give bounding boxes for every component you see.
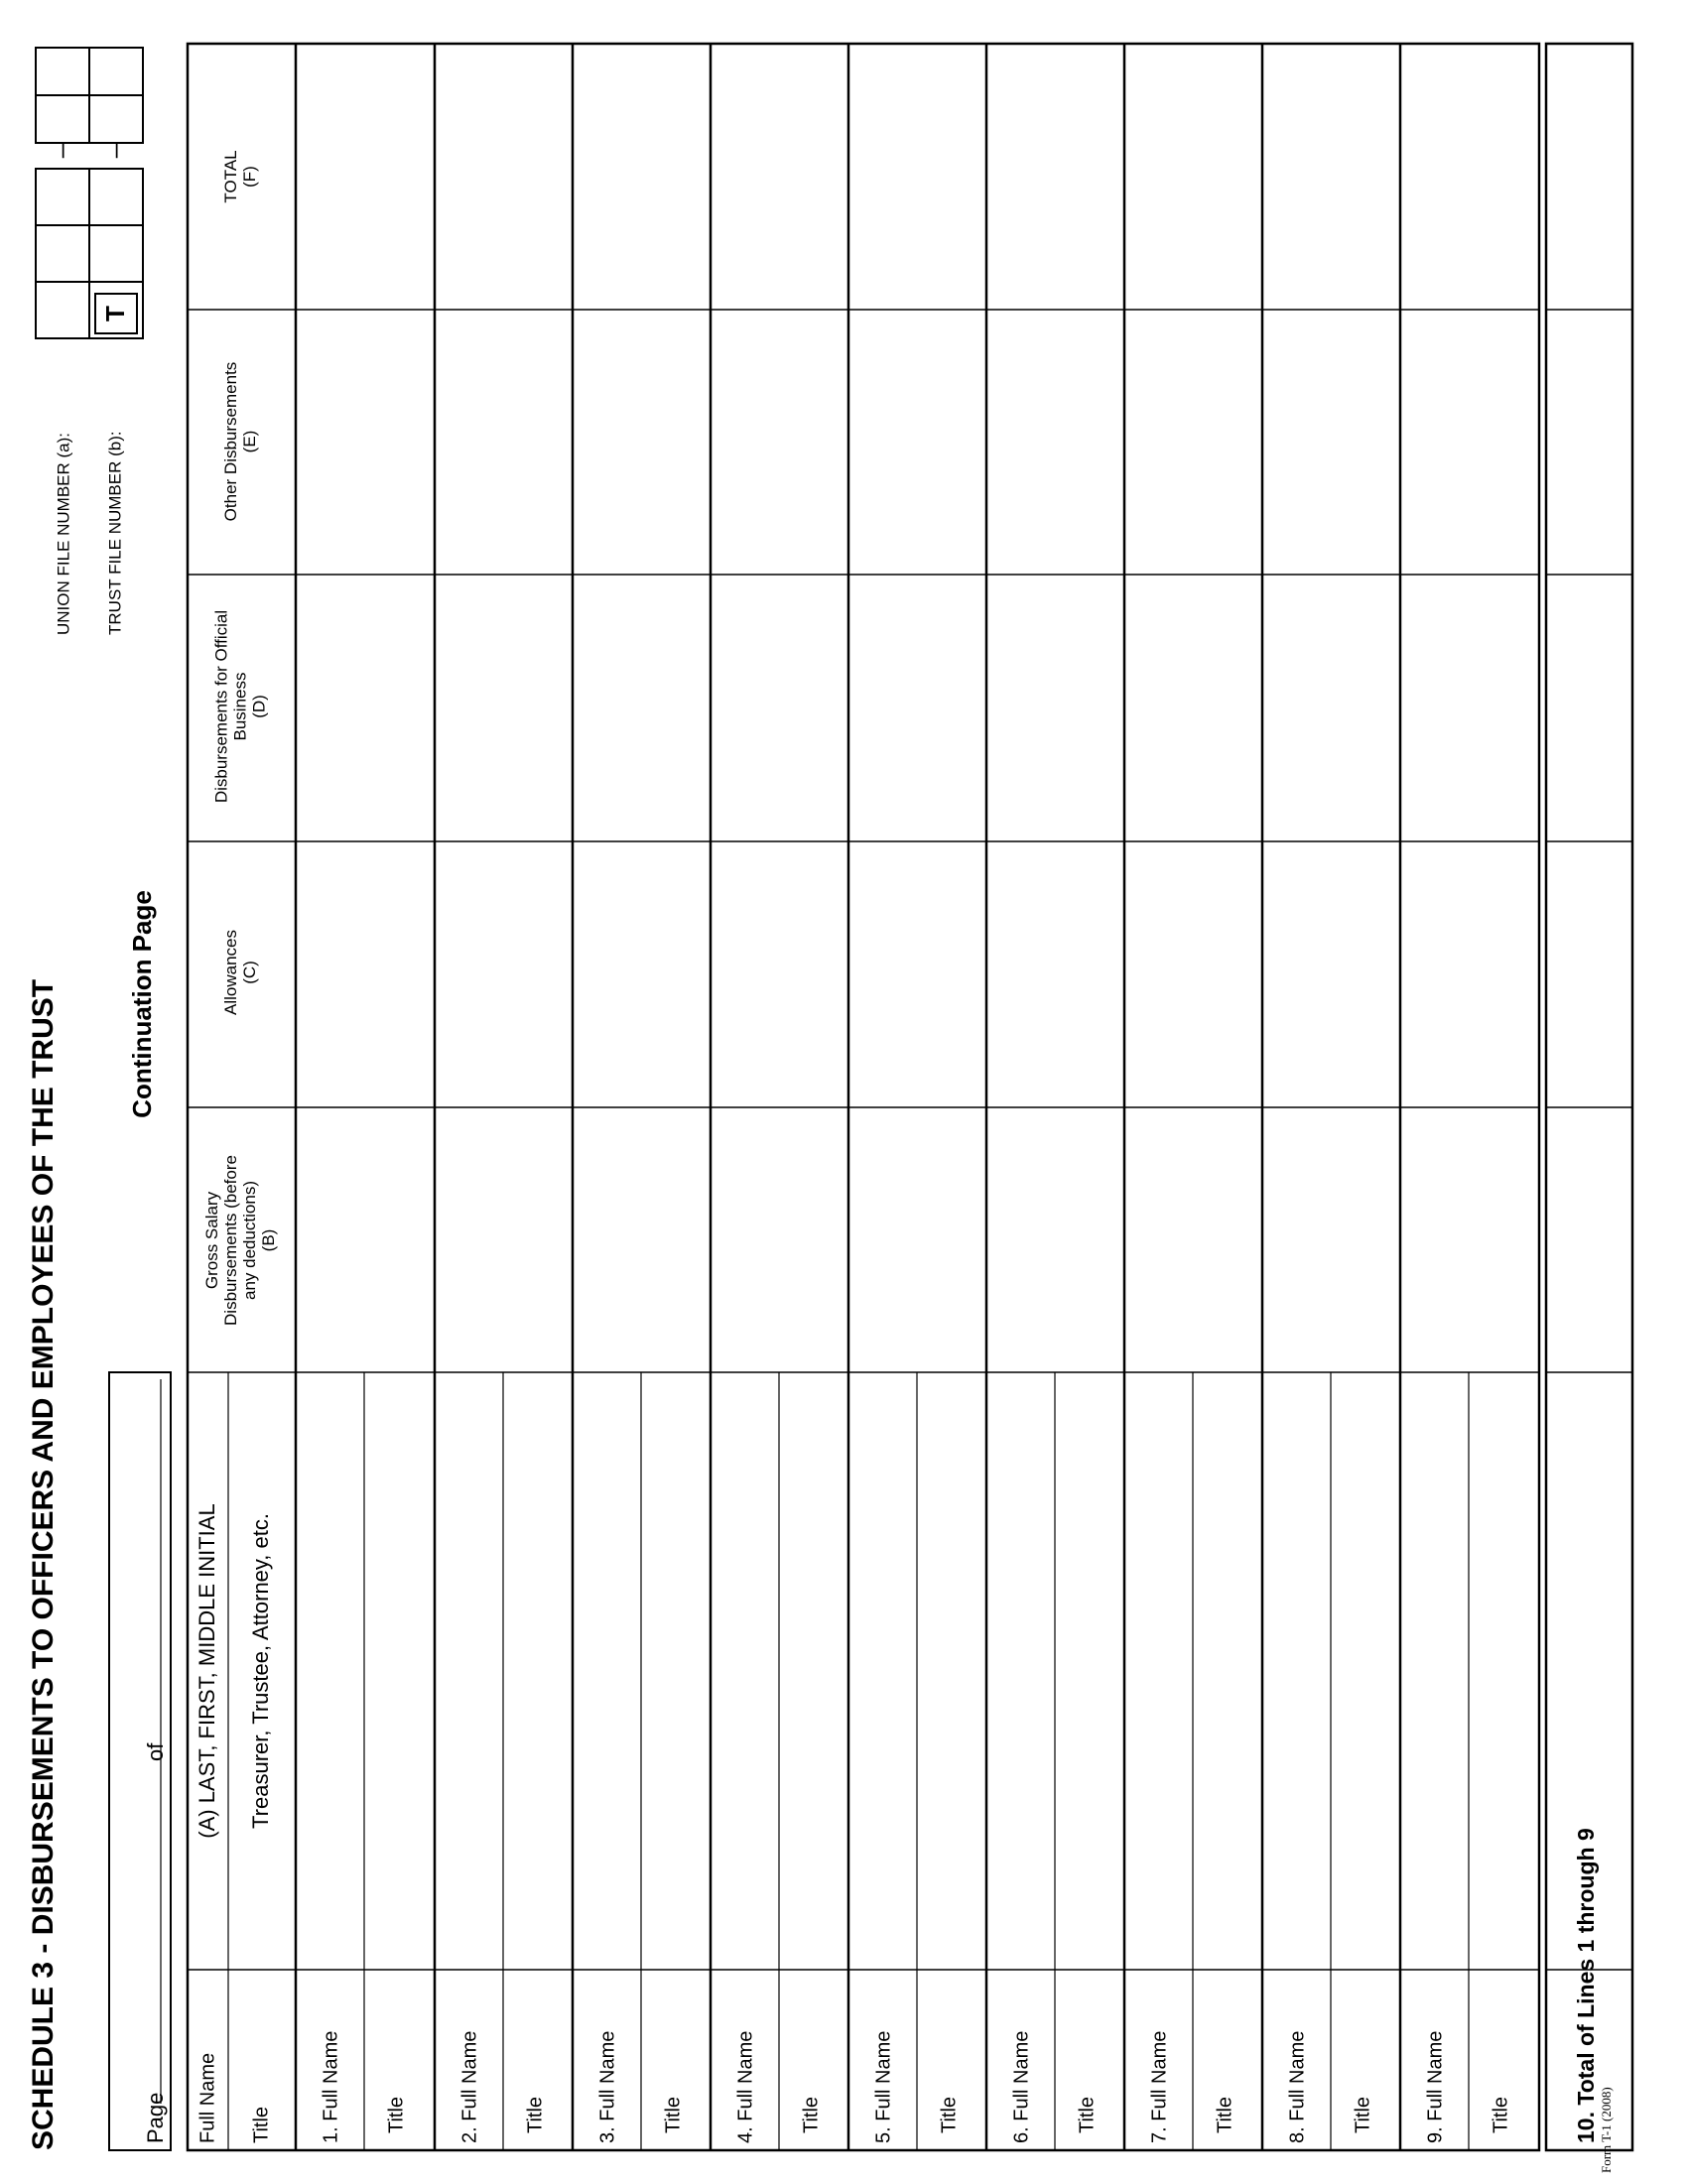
amount-cell[interactable] [850,46,984,308]
amount-cell[interactable] [575,843,709,1105]
amount-cell[interactable] [988,312,1122,573]
union-file-box-4[interactable] [36,225,89,282]
row-title-label: Title [662,2096,685,2133]
row-full-name-label: 7. Full Name [1148,2030,1171,2143]
row-title-label: Title [938,2096,961,2133]
title-field[interactable] [1196,1374,1261,1968]
header-col-d: Business [230,672,250,741]
title-field[interactable] [1058,1374,1123,1968]
full-name-field[interactable] [437,1374,502,1968]
union-file-box-2[interactable] [36,95,89,143]
of-label: of [142,1742,168,1761]
full-name-field[interactable] [1402,1374,1468,1968]
amount-cell[interactable] [1264,577,1398,839]
title-field[interactable] [644,1374,710,1968]
row-full-name-label: 2. Full Name [458,2030,481,2143]
trust-file-box-4[interactable] [89,225,143,282]
union-file-box-1[interactable] [36,48,89,95]
amount-cell[interactable] [988,843,1122,1105]
header-col-b: any deductions) [239,1180,259,1301]
union-file-box-5[interactable] [36,282,89,338]
amount-cell[interactable] [298,1109,433,1370]
amount-cell[interactable] [575,1109,709,1370]
amount-cell[interactable] [713,312,846,573]
header-col-d: Disbursements for Official [211,609,231,804]
amount-cell[interactable] [1126,312,1260,573]
amount-cell[interactable] [1126,843,1260,1105]
form-footer: Form T-1 (2008) [1598,2087,1614,2173]
amount-cell[interactable] [575,312,709,573]
header-col-b: (B) [258,1228,278,1252]
trust-dash: – [98,143,129,159]
full-name-field[interactable] [1126,1374,1192,1968]
amount-cell[interactable] [298,843,433,1105]
header-col-e: Other Disbursements [220,361,240,522]
amount-cell[interactable] [713,1109,846,1370]
header-col-f: (F) [239,166,259,188]
header-col-c: (C) [239,961,259,984]
amount-cell[interactable] [850,312,984,573]
row-title-label: Title [1076,2096,1099,2133]
form-lines [36,44,1632,2150]
total-amount-cell[interactable] [1548,312,1630,573]
header-col-b: Gross Salary [201,1191,221,1290]
row-full-name-label: 1. Full Name [320,2030,342,2143]
title-field[interactable] [920,1374,985,1968]
trust-file-box-1[interactable] [89,48,143,95]
header-title: Title [250,2106,273,2143]
amount-cell[interactable] [575,577,709,839]
amount-cell[interactable] [713,577,846,839]
amount-cell[interactable] [988,1109,1122,1370]
row-title-label: Title [524,2096,547,2133]
amount-cell[interactable] [1264,46,1398,308]
union-dash: – [45,143,75,159]
total-amount-cell[interactable] [1548,1109,1630,1370]
amount-cell[interactable] [1264,843,1398,1105]
row-full-name-label: 4. Full Name [734,2030,757,2143]
header-col-d: (D) [249,695,269,718]
row-title-label: Title [1352,2096,1374,2133]
amount-cell[interactable] [988,577,1122,839]
full-name-field[interactable] [713,1374,778,1968]
amount-cell[interactable] [850,577,984,839]
full-name-field[interactable] [850,1374,916,1968]
header-col-b: Disbursements (before [220,1155,240,1326]
amount-cell[interactable] [850,843,984,1105]
trust-prefix: T [99,306,130,321]
full-name-field[interactable] [575,1374,640,1968]
page-label: Page [142,2092,168,2143]
title-field[interactable] [1472,1374,1537,1968]
total-amount-cell[interactable] [1548,577,1630,839]
amount-cell[interactable] [437,1109,571,1370]
row-full-name-label: 5. Full Name [872,2030,895,2143]
amount-cell[interactable] [437,46,571,308]
amount-cell[interactable] [850,1109,984,1370]
trust-file-box-3[interactable] [89,169,143,225]
total-amount-cell[interactable] [1548,843,1630,1105]
row-title-label: Title [1490,2096,1512,2133]
total-amount-cell[interactable] [1548,46,1630,308]
amount-cell[interactable] [1402,577,1537,839]
amount-cell[interactable] [1126,577,1260,839]
header-full-name: Full Name [196,2052,219,2143]
amount-cell[interactable] [1264,312,1398,573]
total-label: 10. Total of Lines 1 through 9 [1573,1828,1600,2143]
amount-cell[interactable] [713,843,846,1105]
full-name-field[interactable] [988,1374,1054,1968]
header-col-c: Allowances [220,930,240,1015]
amount-cell[interactable] [988,46,1122,308]
row-title-label: Title [1214,2096,1236,2133]
header-col-a-line2: Treasurer, Trustee, Attorney, etc. [247,1513,273,1829]
form-subtitle: Continuation Page [126,890,157,1118]
union-file-box-3[interactable] [36,169,89,225]
trust-file-box-2[interactable] [89,95,143,143]
row-full-name-label: 3. Full Name [596,2030,619,2143]
title-field[interactable] [1334,1374,1399,1968]
row-title-label: Title [800,2096,823,2133]
row-title-label: Title [385,2096,408,2133]
amount-cell[interactable] [1126,46,1260,308]
title-field[interactable] [506,1374,572,1968]
amount-cell[interactable] [1402,843,1537,1105]
trust-file-label: TRUST FILE NUMBER (b): [105,431,125,635]
amount-cell[interactable] [1126,1109,1260,1370]
amount-cell[interactable] [575,46,709,308]
amount-cell[interactable] [1264,1109,1398,1370]
amount-cell[interactable] [1402,46,1537,308]
full-name-field[interactable] [1264,1374,1330,1968]
amount-cell[interactable] [1402,1109,1537,1370]
amount-cell[interactable] [713,46,846,308]
amount-cell[interactable] [298,46,433,308]
amount-cell[interactable] [298,577,433,839]
amount-cell[interactable] [1402,312,1537,573]
row-full-name-label: 8. Full Name [1286,2030,1309,2143]
union-file-label: UNION FILE NUMBER (a): [54,432,73,635]
amount-cell[interactable] [437,577,571,839]
amount-cell[interactable] [437,843,571,1105]
form-title: SCHEDULE 3 - DISBURSEMENTS TO OFFICERS AND EMPLOYEES OF THE TRUST [26,978,60,2150]
header-col-f: TOTAL [220,150,240,203]
title-field[interactable] [367,1374,433,1968]
header-col-e: (E) [239,430,259,453]
row-full-name-label: 6. Full Name [1010,2030,1033,2143]
amount-cell[interactable] [298,312,433,573]
full-name-field[interactable] [298,1374,363,1968]
row-full-name-label: 9. Full Name [1424,2030,1447,2143]
title-field[interactable] [782,1374,847,1968]
header-col-a-line1: (A) LAST, FIRST, MIDDLE INITIAL [194,1503,219,1839]
amount-cell[interactable] [437,312,571,573]
